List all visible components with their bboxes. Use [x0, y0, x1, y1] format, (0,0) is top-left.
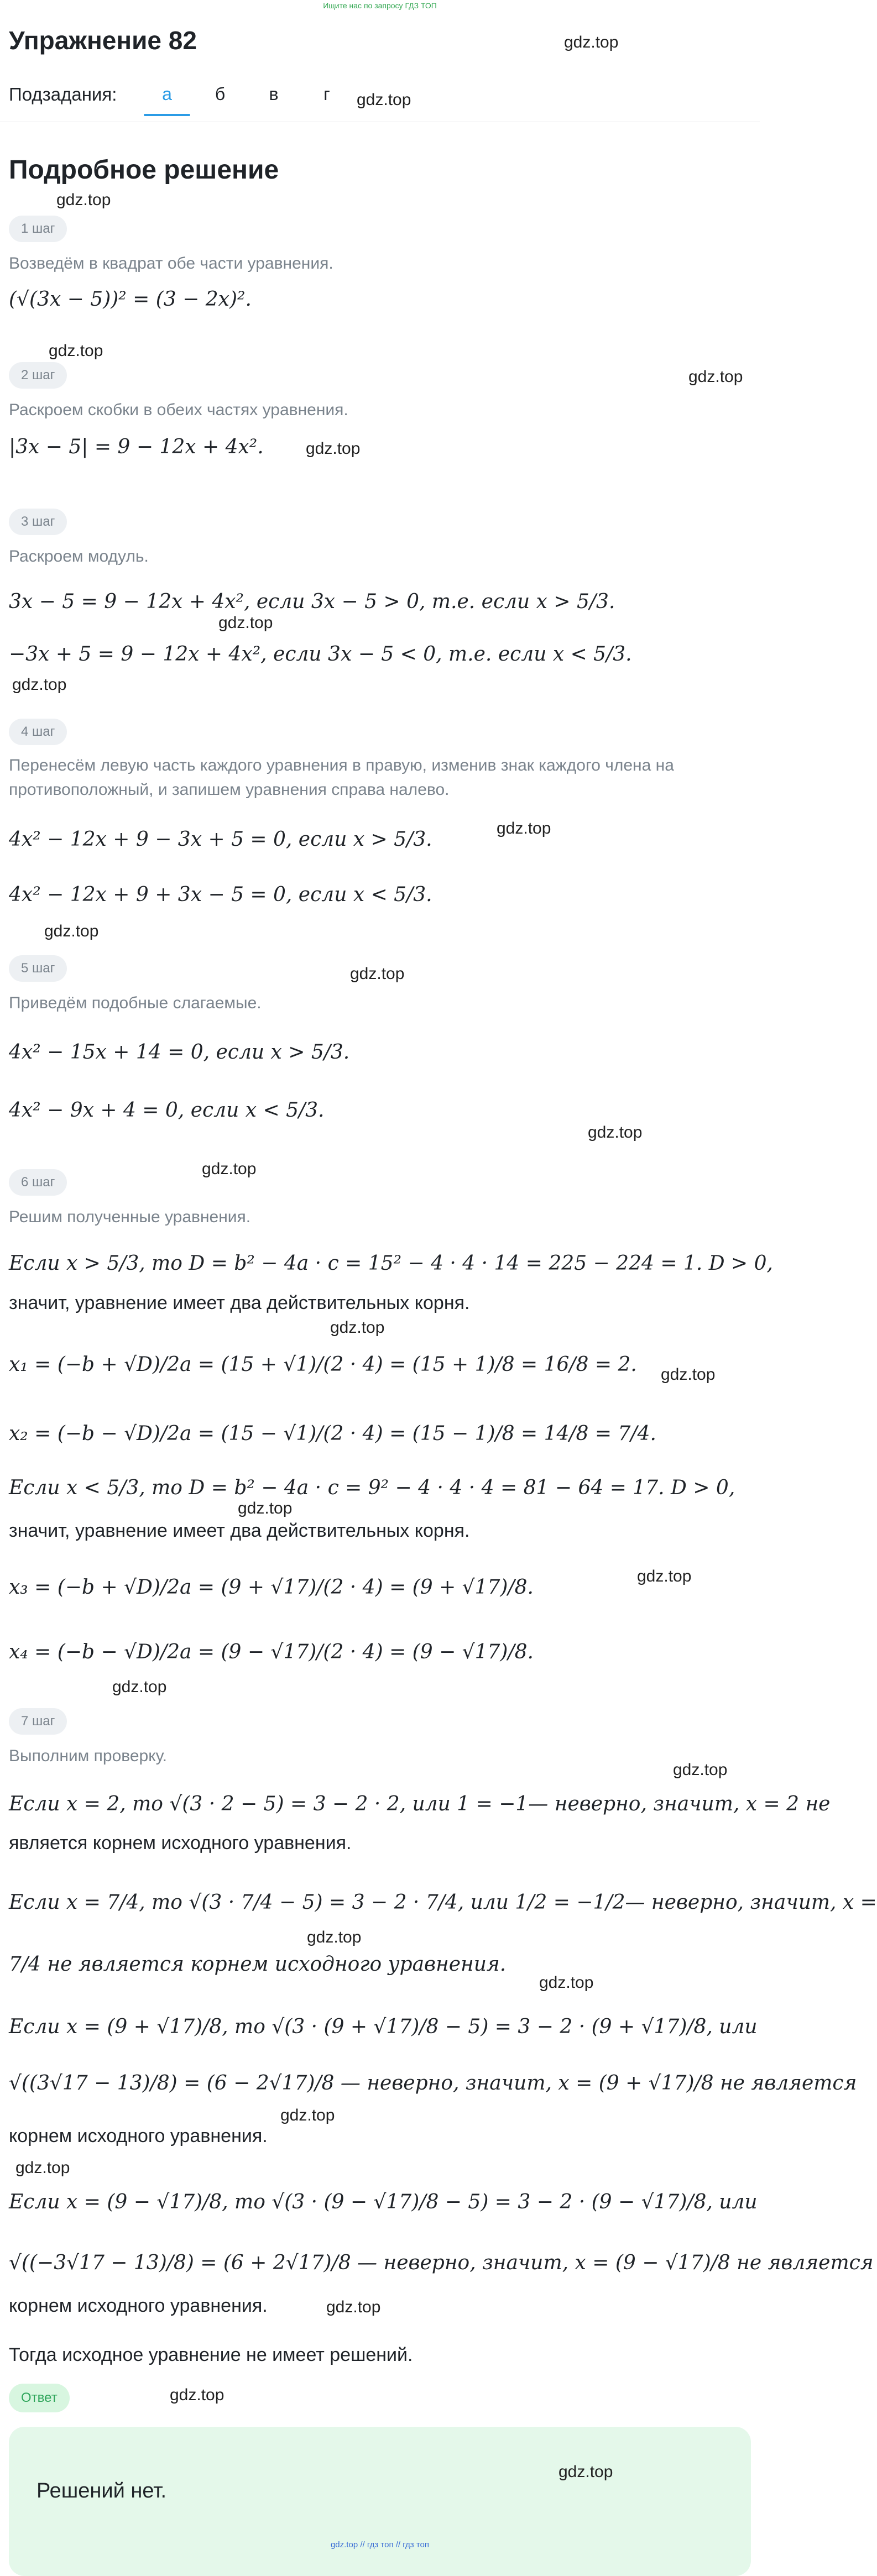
- step-5-label: 5 шаг: [9, 955, 67, 982]
- step-2-formula: |3x − 5| = 9 − 12x + 4x².: [9, 436, 264, 458]
- step-5-desc: Приведём подобные слагаемые.: [9, 994, 262, 1012]
- step-6-desc: Решим полученные уравнения.: [9, 1208, 251, 1226]
- watermark: gdz.top: [306, 439, 361, 458]
- watermark: gdz.top: [238, 1499, 293, 1517]
- step-7-line-6: √((3√17 − 13)/8) = (6 − 2√17)/8 — неверно, значит, x = (9 + √17)/8 не является: [9, 2072, 857, 2095]
- active-tab-underline: [144, 114, 190, 116]
- step-7-conclusion: Тогда исходное уравнение не имеет решений.: [9, 2344, 413, 2365]
- step-6-line-1: Если x > 5/3, то D = b² − 4a · c = 15² − 4 · 4 · 14 = 225 − 224 = 1. D > 0,: [9, 1252, 773, 1275]
- step-7-line-8: Если x = (9 − √17)/8, то √(3 · (9 − √17)/8 − 5) = 3 − 2 · (9 − √17)/8, или: [9, 2191, 758, 2213]
- step-6-root-4: x₄ = (−b − √D)/2a = (9 − √17)/(2 · 4) = (9 − √17)/8.: [9, 1641, 534, 1663]
- step-6-line-6: значит, уравнение имеет два действительных корня.: [9, 1520, 470, 1541]
- step-6-root-1: x₁ = (−b + √D)/2a = (15 + √1)/(2 · 4) = (15 + 1)/8 = 16/8 = 2.: [9, 1353, 637, 1376]
- watermark: gdz.top: [326, 2298, 381, 2316]
- step-6-label: 6 шаг: [9, 1169, 67, 1196]
- step-6-root-3: x₃ = (−b + √D)/2a = (9 + √17)/(2 · 4) = (9 + √17)/8.: [9, 1576, 534, 1599]
- watermark: gdz.top: [637, 1567, 692, 1585]
- step-7-line-9: √((−3√17 − 13)/8) = (6 + 2√17)/8 — неверно, значит, x = (9 − √17)/8 не является: [9, 2252, 874, 2274]
- step-7-line-5: Если x = (9 + √17)/8, то √(3 · (9 + √17)/8 − 5) = 3 − 2 · (9 + √17)/8, или: [9, 2015, 758, 2038]
- step-2-desc: Раскроем скобки в обеих частях уравнения.: [9, 401, 348, 419]
- step-7-line-1: Если x = 2, то √(3 · 2 − 5) = 3 − 2 · 2, или 1 = −1— неверно, значит, x = 2 не: [9, 1793, 831, 1815]
- watermark: gdz.top: [497, 819, 551, 837]
- watermark: gdz.top: [15, 2159, 70, 2177]
- watermark: gdz.top: [564, 33, 619, 51]
- watermark: gdz.top: [218, 614, 273, 632]
- tab-b[interactable]: б: [215, 84, 226, 104]
- subtasks-label: Подзадания:: [9, 84, 117, 104]
- step-4-formula-1: 4x² − 12x + 9 − 3x + 5 = 0, если x > 5/3.: [9, 828, 432, 851]
- footer-links[interactable]: gdz.top // гдз топ // гдз топ: [330, 2540, 430, 2549]
- step-5-formula-2: 4x² − 9x + 4 = 0, если x < 5/3.: [9, 1099, 325, 1122]
- step-7-line-2: является корнем исходного уравнения.: [9, 1832, 352, 1854]
- watermark: gdz.top: [330, 1318, 385, 1337]
- watermark: gdz.top: [12, 676, 67, 694]
- watermark: gdz.top: [673, 1761, 728, 1779]
- watermark: gdz.top: [307, 1928, 362, 1946]
- step-4-desc: Перенесём левую часть каждого уравнения в правую, изменив знак каждого члена на противоположный, и запишем уравнения справа налево.: [9, 756, 674, 799]
- step-3-label: 3 шаг: [9, 509, 67, 535]
- step-4-label: 4 шаг: [9, 719, 67, 745]
- watermark: gdz.top: [280, 2106, 335, 2124]
- tab-v[interactable]: в: [269, 84, 279, 104]
- watermark: gdz.top: [558, 2463, 613, 2481]
- step-6-line-5: Если x < 5/3, то D = b² − 4a · c = 9² − 4 · 4 · 4 = 81 − 64 = 17. D > 0,: [9, 1477, 735, 1499]
- step-7-desc: Выполним проверку.: [9, 1747, 168, 1765]
- step-5-formula-1: 4x² − 15x + 14 = 0, если x > 5/3.: [9, 1041, 350, 1064]
- watermark: gdz.top: [56, 191, 111, 209]
- step-4-formula-2: 4x² − 12x + 9 + 3x − 5 = 0, если x < 5/3.: [9, 883, 432, 906]
- watermark: gdz.top: [539, 1973, 594, 1992]
- step-6-root-2: x₂ = (−b − √D)/2a = (15 − √1)/(2 · 4) = (15 − 1)/8 = 14/8 = 7/4.: [9, 1422, 656, 1445]
- step-7-line-7: корнем исходного уравнения.: [9, 2125, 268, 2146]
- tab-a[interactable]: а: [162, 84, 172, 104]
- page-title: Упражнение 82: [9, 26, 197, 55]
- watermark: gdz.top: [170, 2386, 225, 2404]
- step-3-formula-1: 3x − 5 = 9 − 12x + 4x², если 3x − 5 > 0, т.е. если x > 5/3.: [9, 590, 615, 613]
- step-7-label: 7 шаг: [9, 1708, 67, 1735]
- watermark: gdz.top: [357, 91, 411, 109]
- tab-g[interactable]: г: [323, 84, 330, 104]
- step-2-label: 2 шаг: [9, 362, 67, 389]
- answer-text: Решений нет.: [36, 2479, 167, 2502]
- watermark: gdz.top: [44, 922, 99, 940]
- watermark: gdz.top: [688, 368, 743, 386]
- step-1-formula: (√(3x − 5))² = (3 − 2x)².: [9, 288, 252, 311]
- watermark: gdz.top: [588, 1123, 643, 1142]
- watermark: gdz.top: [350, 965, 405, 983]
- watermark: gdz.top: [661, 1365, 716, 1384]
- step-7-line-3: Если x = 7/4, то √(3 · 7/4 − 5) = 3 − 2 · 7/4, или 1/2 = −1/2— неверно, значит, x =: [9, 1891, 877, 1914]
- step-7-line-10: корнем исходного уравнения.: [9, 2295, 268, 2316]
- top-banner[interactable]: Ищите нас по запросу ГДЗ ТОП: [323, 1, 437, 10]
- watermark: gdz.top: [49, 342, 103, 360]
- step-3-formula-2: −3x + 5 = 9 − 12x + 4x², если 3x − 5 < 0, т.е. если x < 5/3.: [9, 643, 632, 666]
- solution-heading: Подробное решение: [9, 155, 279, 185]
- answer-label: Ответ: [9, 2384, 70, 2412]
- step-6-line-2: значит, уравнение имеет два действительных корня.: [9, 1292, 470, 1313]
- step-7-line-4: 7/4 не является корнем исходного уравнения.: [9, 1953, 507, 1976]
- step-1-desc: Возведём в квадрат обе части уравнения.: [9, 254, 333, 273]
- watermark: gdz.top: [112, 1678, 167, 1696]
- watermark: gdz.top: [202, 1160, 257, 1178]
- step-3-desc: Раскроем модуль.: [9, 547, 149, 566]
- step-1-label: 1 шаг: [9, 216, 67, 242]
